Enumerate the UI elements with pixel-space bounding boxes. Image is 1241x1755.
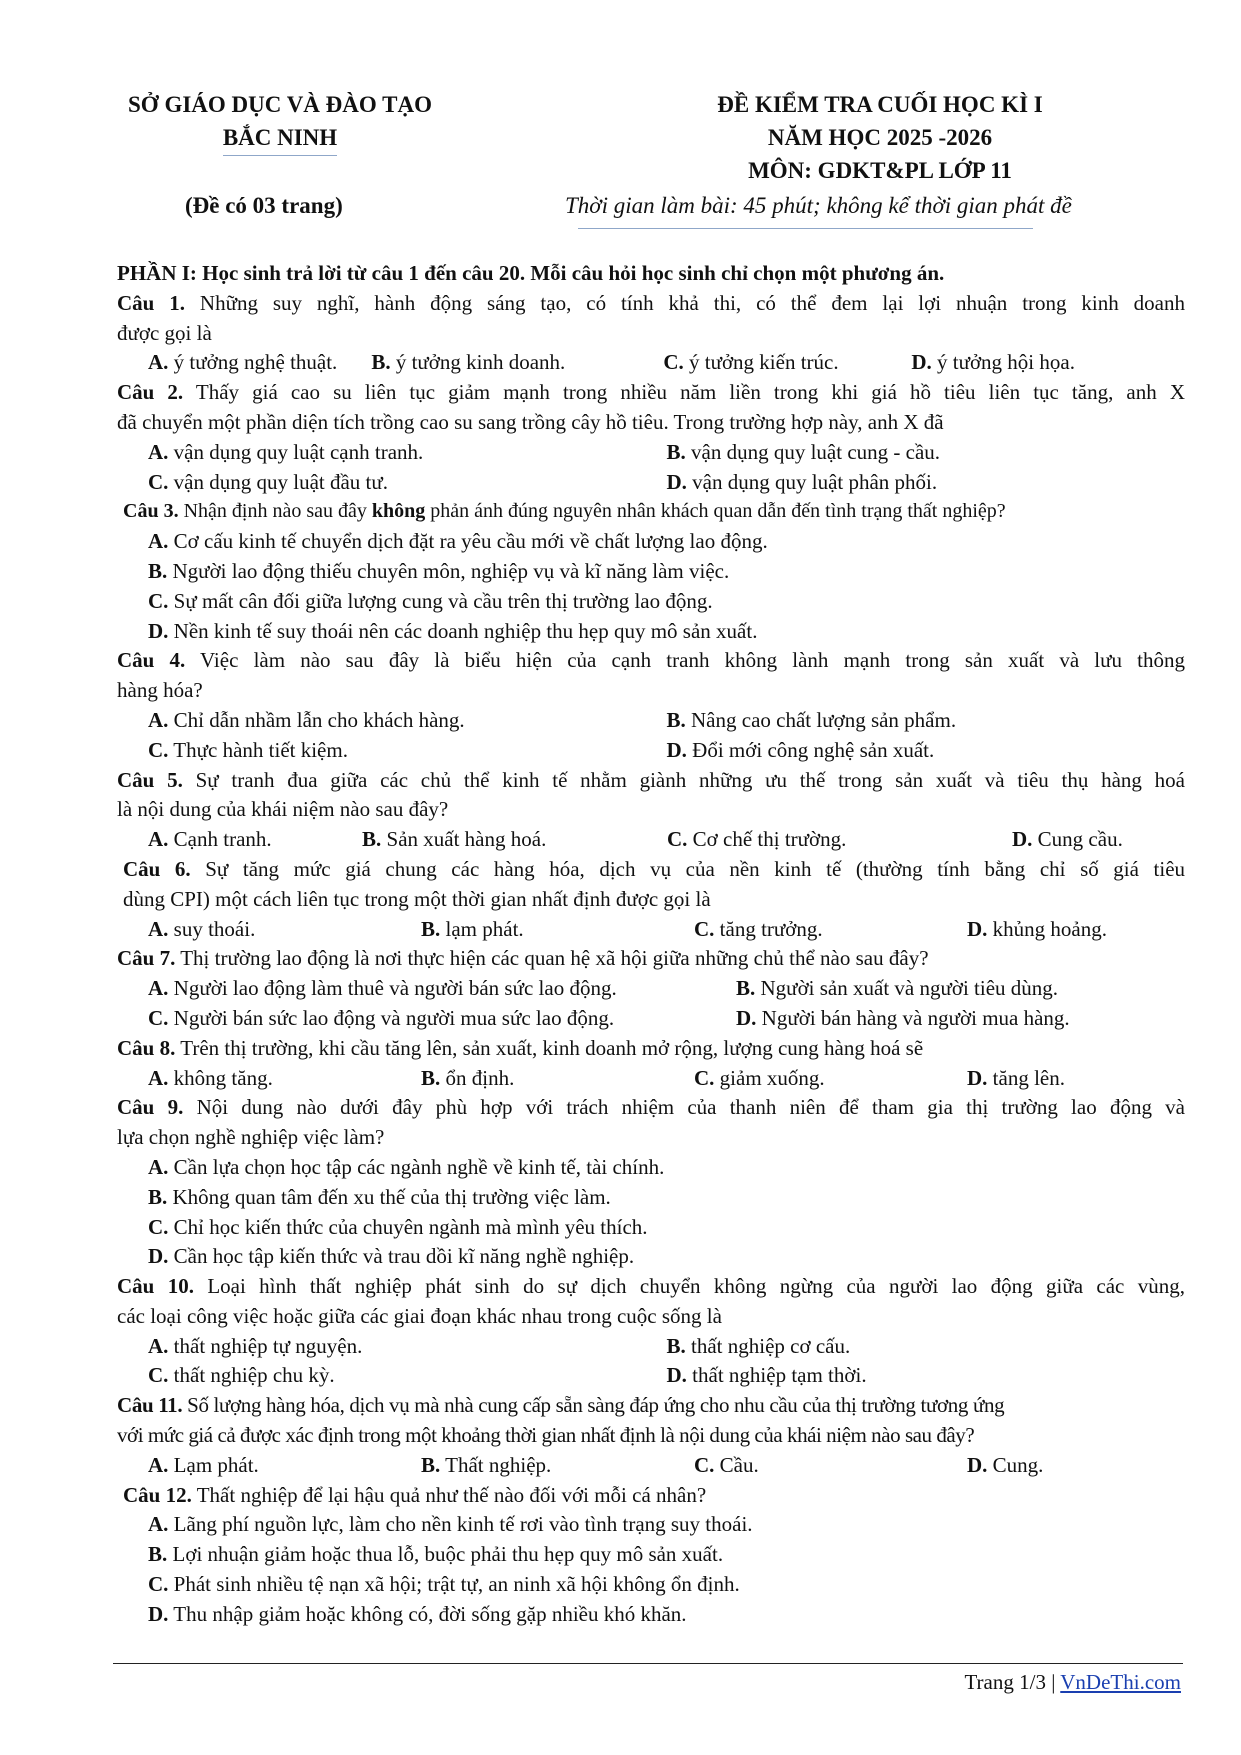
option[interactable]: B. Người sản xuất và người tiêu dùng.	[736, 976, 1059, 1001]
option[interactable]: D. vận dụng quy luật phân phối.	[666, 469, 938, 494]
options-row	[117, 736, 1185, 766]
option[interactable]: A. Lãng phí nguồn lực, làm cho nền kinh tế rơi vào tình trạng suy thoái.	[148, 1512, 753, 1537]
pages-note: (Đề có 03 trang)	[185, 193, 343, 218]
question-text: Câu 2. Thấy giá cao su liên tục giảm mạnh trong nhiều năm liền trong khi giá hồ tiêu liên tục tăng, anh X	[117, 380, 1185, 405]
header-department	[80, 88, 480, 156]
option[interactable]: B. ý tưởng kinh doanh.	[371, 350, 566, 375]
option[interactable]: A. Cần lựa chọn học tập các ngành nghề về kinh tế, tài chính.	[148, 1154, 665, 1179]
question-text: Câu 7. Thị trường lao động là nơi thực hiện các quan hệ xã hội giữa những chủ thể nào sau đây?	[117, 946, 929, 971]
option[interactable]: D. Nền kinh tế suy thoái nên các doanh nghiệp thu hẹp quy mô sản xuất.	[148, 618, 758, 643]
subject-line: MÔN: GDKT&PL LỚP 11	[748, 158, 1012, 183]
option[interactable]: A. ý tưởng nghệ thuật.	[148, 350, 338, 375]
option[interactable]: B. Không quan tâm đến xu thế của thị trường việc làm.	[148, 1184, 611, 1209]
option[interactable]: C. Cầu.	[694, 1452, 759, 1477]
option[interactable]: C. ý tưởng kiến trúc.	[663, 350, 839, 375]
province-name: BẮC NINH	[223, 121, 337, 156]
option[interactable]: A. Người lao động làm thuê và người bán sức lao động.	[148, 976, 617, 1001]
page-footer	[964, 1670, 1181, 1695]
option[interactable]: C. tăng trưởng.	[694, 916, 823, 941]
option[interactable]: C. giảm xuống.	[694, 1065, 825, 1090]
option[interactable]: C. thất nghiệp chu kỳ.	[148, 1363, 335, 1388]
question-text: Câu 11. Số lượng hàng hóa, dịch vụ mà nhà cung cấp sẵn sàng đáp ứng cho nhu cầu của thị trường tương ứng	[117, 1393, 1005, 1418]
footer-divider	[113, 1663, 1183, 1664]
option[interactable]: A. không tăng.	[148, 1065, 273, 1090]
option[interactable]: D. Đổi mới công nghệ sản xuất.	[666, 737, 935, 762]
options-row	[117, 468, 1185, 498]
exam-content	[117, 259, 1185, 1630]
department-name: SỞ GIÁO DỤC VÀ ĐÀO TẠO	[128, 92, 432, 117]
option[interactable]: C. Phát sinh nhiều tệ nạn xã hội; trật tự, an ninh xã hội không ổn định.	[148, 1572, 740, 1597]
part-title: PHẦN I: Học sinh trả lời từ câu 1 đến câu 20. Mỗi câu hỏi học sinh chỉ chọn một phương án.	[117, 261, 945, 285]
question-text: Câu 12. Thất nghiệp để lại hậu quả như thế nào đối với mỗi cá nhân?	[123, 1482, 707, 1507]
question-text: lựa chọn nghề nghiệp việc làm?	[117, 1125, 385, 1150]
option[interactable]: C. Chỉ học kiến thức của chuyên ngành mà mình yêu thích.	[148, 1214, 648, 1239]
options-row	[117, 438, 1185, 468]
options-row	[117, 825, 1185, 855]
option[interactable]: B. ổn định.	[421, 1065, 515, 1090]
option[interactable]: B. lạm phát.	[421, 916, 524, 941]
options-row	[117, 1004, 1185, 1034]
exam-title: ĐỀ KIỂM TRA CUỐI HỌC KÌ I	[717, 92, 1043, 117]
option[interactable]: B. Nâng cao chất lượng sản phẩm.	[666, 707, 957, 732]
header-exam-info	[630, 88, 1130, 187]
option[interactable]: D. thất nghiệp tạm thời.	[666, 1363, 867, 1388]
question-text: Câu 1. Những suy nghĩ, hành động sáng tạo, có tính khả thi, có thể đem lại lợi nhuận trong kinh doanh	[117, 290, 1185, 315]
option[interactable]: D. Thu nhập giảm hoặc không có, đời sống gặp nhiều khó khăn.	[148, 1601, 687, 1626]
options-row	[117, 706, 1185, 736]
question-text: là nội dung của khái niệm nào sau đây?	[117, 797, 449, 822]
option[interactable]: A. suy thoái.	[148, 916, 256, 941]
option[interactable]: C. Sự mất cân đối giữa lượng cung và cầu trên thị trường lao động.	[148, 588, 713, 613]
option[interactable]: C. Thực hành tiết kiệm.	[148, 737, 348, 762]
option[interactable]: C. Cơ chế thị trường.	[667, 827, 847, 852]
option[interactable]: D. Người bán hàng và người mua hàng.	[736, 1005, 1070, 1030]
option[interactable]: D. khủng hoảng.	[967, 916, 1107, 941]
question-text: Câu 9. Nội dung nào dưới đây phù hợp với trách nhiệm của thanh niên để tham gia thị trường lao động và	[117, 1095, 1185, 1120]
page-number: Trang 1/3 |	[964, 1670, 1061, 1694]
option[interactable]: A. Lạm phát.	[148, 1452, 259, 1477]
site-link[interactable]: VnDeThi.com	[1060, 1670, 1181, 1694]
options-row	[117, 974, 1185, 1004]
option[interactable]: A. Cạnh tranh.	[148, 827, 272, 852]
option[interactable]: D. Cần học tập kiến thức và trau dồi kĩ năng nghề nghiệp.	[148, 1244, 635, 1269]
option[interactable]: D. Cung cầu.	[1012, 827, 1123, 852]
question-text: đã chuyển một phần diện tích trồng cao su sang trồng cây hồ tiêu. Trong trường hợp này, anh X đã	[117, 409, 944, 434]
question-text: Câu 3. Nhận định nào sau đây không phản ánh đúng nguyên nhân khách quan dẫn đến tình trạng thất nghiệp?	[123, 500, 1006, 523]
option[interactable]: A. thất nghiệp tự nguyện.	[148, 1333, 363, 1358]
option[interactable]: B. Sản xuất hàng hoá.	[362, 827, 547, 852]
options-row	[117, 915, 1185, 945]
option[interactable]: A. vận dụng quy luật cạnh tranh.	[148, 439, 424, 464]
option[interactable]: B. Lợi nhuận giảm hoặc thua lỗ, buộc phải thu hẹp quy mô sản xuất.	[148, 1542, 724, 1567]
option[interactable]: D. tăng lên.	[967, 1065, 1065, 1090]
question-text: Câu 5. Sự tranh đua giữa các chủ thể kinh tế nhằm giành những ưu thế trong sản xuất và tiêu thụ hàng hoá	[117, 767, 1185, 792]
question-text: với mức giá cả được xác định trong một khoảng thời gian nhất định là nội dung của khái niệm nào sau đây?	[117, 1423, 975, 1448]
time-note: Thời gian làm bài: 45 phút; không kể thời gian phát đề	[565, 193, 1072, 218]
option[interactable]: D. Cung.	[967, 1452, 1044, 1477]
option[interactable]: A. Chỉ dẫn nhầm lẫn cho khách hàng.	[148, 707, 465, 732]
question-text: dùng CPI) một cách liên tục trong một thời gian nhất định được gọi là	[123, 886, 711, 911]
option[interactable]: B. vận dụng quy luật cung - cầu.	[666, 439, 941, 464]
school-year: NĂM HỌC 2025 -2026	[767, 125, 993, 150]
question-text: Câu 8. Trên thị trường, khi cầu tăng lên, sản xuất, kinh doanh mở rộng, lượng cung hàng hoá sẽ	[117, 1035, 924, 1060]
question-text: Câu 10. Loại hình thất nghiệp phát sinh do sự dịch chuyển không ngừng của người lao động giữa các vùng,	[117, 1274, 1185, 1299]
options-row	[117, 1361, 1185, 1391]
option[interactable]: B. Người lao động thiếu chuyên môn, nghiệp vụ và kĩ năng làm việc.	[148, 558, 730, 583]
option[interactable]: C. Người bán sức lao động và người mua sức lao động.	[148, 1005, 615, 1030]
option[interactable]: A. Cơ cấu kinh tế chuyển dịch đặt ra yêu cầu mới về chất lượng lao động.	[148, 529, 768, 554]
time-underline	[578, 228, 1033, 229]
option[interactable]: D. ý tưởng hội họa.	[911, 350, 1075, 375]
options-row	[117, 1332, 1185, 1362]
option[interactable]: B. thất nghiệp cơ cấu.	[666, 1333, 851, 1358]
options-row	[117, 1451, 1185, 1481]
question-text: được gọi là	[117, 320, 212, 345]
option[interactable]: C. vận dụng quy luật đầu tư.	[148, 469, 389, 494]
question-text: Câu 4. Việc làm nào sau đây là biểu hiện của cạnh tranh không lành mạnh trong sản xuất và lưu thông	[117, 648, 1185, 673]
options-row	[117, 1064, 1185, 1094]
question-text: Câu 6. Sự tăng mức giá chung các hàng hóa, dịch vụ của nền kinh tế (thường tính bằng chỉ số giá tiêu	[123, 856, 1186, 881]
options-row	[117, 348, 1185, 378]
option[interactable]: B. Thất nghiệp.	[421, 1452, 552, 1477]
question-text: các loại công việc hoặc giữa các giai đoạn khác nhau trong cuộc sống là	[117, 1303, 722, 1328]
question-text: hàng hóa?	[117, 678, 203, 703]
